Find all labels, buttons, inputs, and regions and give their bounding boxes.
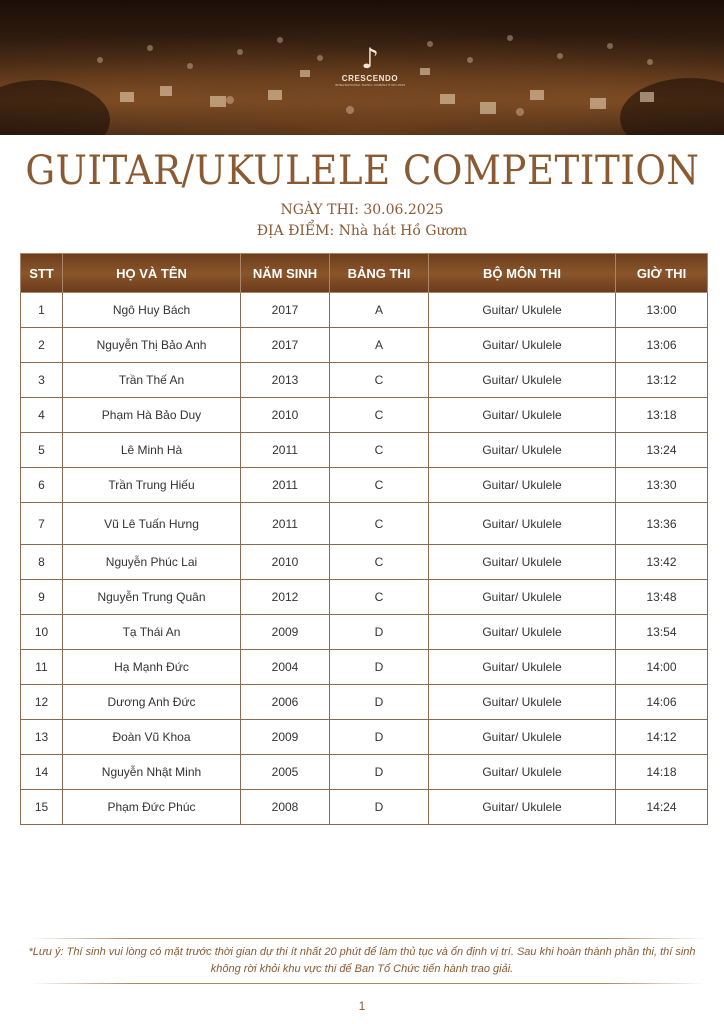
crescendo-logo [330,44,410,94]
cell-subject: Guitar/ Ukulele [429,720,616,755]
cell-birth-year: 2011 [241,503,330,545]
cell-stt: 9 [21,580,63,615]
cell-birth-year: 2011 [241,468,330,503]
table-row [21,755,708,790]
table-row [21,720,708,755]
cell-name: Dương Anh Đức [63,685,241,720]
cell-birth-year: 2012 [241,580,330,615]
column-header-stt: STT [21,254,63,293]
cell-birth-year: 2006 [241,685,330,720]
cell-stt: 1 [21,293,63,328]
cell-division: A [330,328,429,363]
orchestra-banner-image [0,0,724,135]
cell-birth-year: 2004 [241,650,330,685]
cell-subject: Guitar/ Ukulele [429,790,616,825]
cell-subject: Guitar/ Ukulele [429,580,616,615]
table-row [21,615,708,650]
cell-time: 13:00 [616,293,708,328]
cell-time: 14:12 [616,720,708,755]
music-note-icon: ♪ [361,42,379,75]
column-header-division: BẢNG THI [330,254,429,293]
cell-stt: 6 [21,468,63,503]
cell-time: 13:36 [616,503,708,545]
table-row [21,328,708,363]
cell-birth-year: 2008 [241,790,330,825]
cell-birth-year: 2011 [241,433,330,468]
cell-subject: Guitar/ Ukulele [429,755,616,790]
table-row [21,685,708,720]
note-divider-top [30,938,706,939]
column-header-time: GIỜ THI [616,254,708,293]
cell-division: D [330,790,429,825]
cell-name: Tạ Thái An [63,615,241,650]
cell-time: 13:48 [616,580,708,615]
cell-name: Nguyễn Trung Quân [63,580,241,615]
column-header-birth-year: NĂM SINH [241,254,330,293]
competition-schedule-table [20,253,708,825]
cell-stt: 2 [21,328,63,363]
cell-name: Phạm Đức Phúc [63,790,241,825]
cell-subject: Guitar/ Ukulele [429,615,616,650]
cell-birth-year: 2013 [241,363,330,398]
cell-name: Đoàn Vũ Khoa [63,720,241,755]
cell-division: C [330,580,429,615]
cell-time: 13:42 [616,545,708,580]
cell-name: Hạ Mạnh Đức [63,650,241,685]
cell-birth-year: 2009 [241,720,330,755]
page-number: 1 [358,999,366,1013]
cell-birth-year: 2010 [241,545,330,580]
cell-stt: 13 [21,720,63,755]
cell-birth-year: 2017 [241,328,330,363]
cell-name: Nguyễn Thị Bảo Anh [63,328,241,363]
cell-time: 14:00 [616,650,708,685]
cell-stt: 12 [21,685,63,720]
table-row [21,545,708,580]
competition-venue: ĐỊA ĐIỂM: Nhà hát Hồ Gươm [256,223,468,239]
column-header-subject: BỘ MÔN THI [429,254,616,293]
table-row [21,503,708,545]
cell-subject: Guitar/ Ukulele [429,398,616,433]
cell-division: D [330,755,429,790]
column-header-name: HỌ VÀ TÊN [63,254,241,293]
cell-stt: 4 [21,398,63,433]
cell-name: Phạm Hà Bảo Duy [63,398,241,433]
cell-time: 14:06 [616,685,708,720]
cell-time: 13:12 [616,363,708,398]
table-row [21,293,708,328]
cell-subject: Guitar/ Ukulele [429,650,616,685]
page-title: GUITAR/UKULELE COMPETITION [25,148,700,194]
logo-brand-text: CRESCENDO [341,74,399,83]
cell-time: 13:06 [616,328,708,363]
cell-subject: Guitar/ Ukulele [429,503,616,545]
footer-note: *Lưu ý: Thí sinh vui lòng có mặt trước thời gian dự thi ít nhất 20 phút để làm thủ tục và ổn định vị trí. Sau khi hoàn thành phần thi, thí sinh không rời khỏi khu vực thi để Ban Tổ Chức tiến hành trao giải. [28,946,696,975]
cell-division: C [330,545,429,580]
cell-division: D [330,615,429,650]
competition-date: NGÀY THI: 30.06.2025 [280,202,444,218]
table-row [21,580,708,615]
cell-birth-year: 2010 [241,398,330,433]
cell-division: D [330,650,429,685]
cell-stt: 11 [21,650,63,685]
cell-name: Ngô Huy Bách [63,293,241,328]
cell-stt: 3 [21,363,63,398]
cell-stt: 10 [21,615,63,650]
cell-subject: Guitar/ Ukulele [429,293,616,328]
table-row [21,468,708,503]
cell-division: A [330,293,429,328]
cell-time: 13:54 [616,615,708,650]
cell-subject: Guitar/ Ukulele [429,363,616,398]
cell-division: D [330,720,429,755]
cell-division: D [330,685,429,720]
table-header-row [21,254,708,293]
cell-subject: Guitar/ Ukulele [429,328,616,363]
cell-birth-year: 2009 [241,615,330,650]
cell-name: Lê Minh Hà [63,433,241,468]
logo-subtitle-text: INTERNATIONAL MUSIC COMPETITION 2025 [334,83,406,87]
cell-name: Nguyễn Nhật Minh [63,755,241,790]
cell-time: 13:24 [616,433,708,468]
cell-time: 13:30 [616,468,708,503]
table-row [21,433,708,468]
cell-division: C [330,363,429,398]
table-row [21,790,708,825]
cell-name: Trần Trung Hiếu [63,468,241,503]
table-row [21,363,708,398]
cell-name: Vũ Lê Tuấn Hưng [63,503,241,545]
table-row [21,650,708,685]
cell-birth-year: 2005 [241,755,330,790]
cell-subject: Guitar/ Ukulele [429,545,616,580]
cell-stt: 7 [21,503,63,545]
cell-time: 13:18 [616,398,708,433]
cell-division: C [330,503,429,545]
cell-stt: 8 [21,545,63,580]
note-divider-bottom [30,983,706,984]
cell-division: C [330,433,429,468]
cell-time: 14:18 [616,755,708,790]
cell-division: C [330,468,429,503]
cell-stt: 14 [21,755,63,790]
cell-time: 14:24 [616,790,708,825]
cell-stt: 15 [21,790,63,825]
cell-division: C [330,398,429,433]
table-row [21,398,708,433]
cell-subject: Guitar/ Ukulele [429,468,616,503]
cell-name: Trần Thế An [63,363,241,398]
cell-birth-year: 2017 [241,293,330,328]
cell-subject: Guitar/ Ukulele [429,433,616,468]
cell-subject: Guitar/ Ukulele [429,685,616,720]
cell-name: Nguyễn Phúc Lai [63,545,241,580]
cell-stt: 5 [21,433,63,468]
